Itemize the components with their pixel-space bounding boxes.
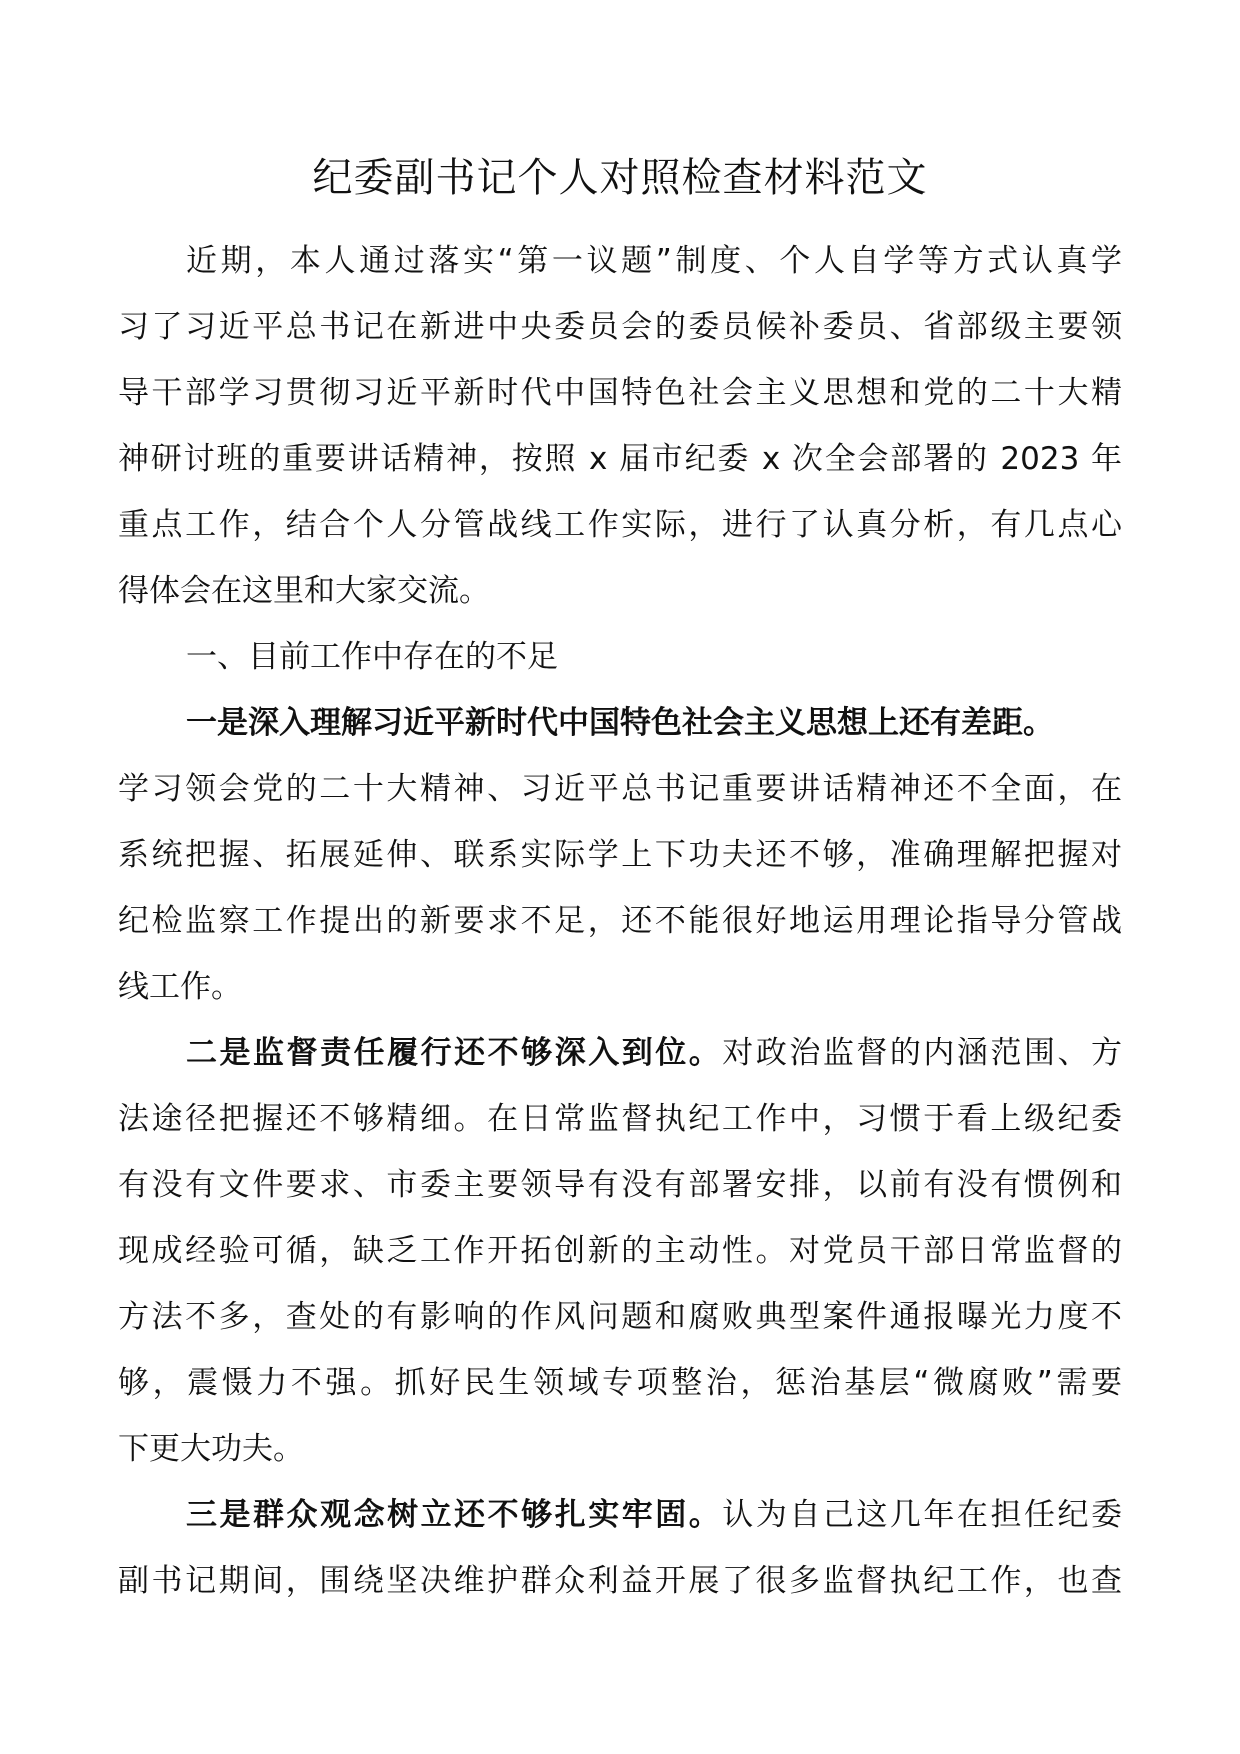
paragraph-line: 副书记期间，围绕坚决维护群众利益开展了很多监督执纪工作，也查 — [118, 1563, 1122, 1599]
paragraph-line: 线工作。 — [118, 969, 242, 1005]
paragraph-line: 神研讨班的重要讲话精神，按照 x 届市纪委 x 次全会部署的 2023 年 — [118, 441, 1122, 477]
paragraph-intro — [118, 228, 1122, 624]
paragraph-first-line-rest: 认为自己这几年在担任纪委 — [722, 1497, 1122, 1533]
paragraph-line: 系统把握、拓展延伸、联系实际学上下功夫还不够，准确理解把握对 — [118, 837, 1122, 873]
paragraph-line: 够，震慑力不强。抓好民生领域专项整治，惩治基层“微腐败”需要 — [118, 1365, 1122, 1401]
paragraph-first-line — [118, 1482, 1122, 1548]
paragraph-line: 纪检监察工作提出的新要求不足，还不能很好地运用理论指导分管战 — [118, 903, 1122, 939]
paragraph-line: 得体会在这里和大家交流。 — [118, 573, 490, 609]
paragraph-line: 学习领会党的二十大精神、习近平总书记重要讲话精神还不全面，在 — [118, 771, 1122, 807]
paragraph-point-one — [118, 690, 1122, 1020]
paragraph-line: 有没有文件要求、市委主要领导有没有部署安排，以前有没有惯例和 — [118, 1167, 1122, 1203]
paragraph-bold-lead: 二是监督责任履行还不够深入到位。 — [186, 1035, 723, 1071]
paragraph-point-two — [118, 1020, 1122, 1482]
paragraph-line: 方法不多，查处的有影响的作风问题和腐败典型案件通报曝光力度不 — [118, 1299, 1122, 1335]
paragraph-line: 重点工作，结合个人分管战线工作实际，进行了认真分析，有几点心 — [118, 507, 1122, 543]
paragraph-line: 近期，本人通过落实“第一议题”制度、个人自学等方式认真学 — [186, 243, 1122, 279]
section-heading: 一、目前工作中存在的不足 — [186, 639, 558, 675]
document-title: 纪委副书记个人对照检查材料范文 — [312, 155, 928, 201]
paragraph-line: 下更大功夫。 — [118, 1431, 304, 1467]
document-body — [118, 228, 1122, 1614]
paragraph-line: 习了习近平总书记在新进中央委员会的委员候补委员、省部级主要领 — [118, 309, 1122, 345]
paragraph-first-line-rest: 对政治监督的内涵范围、方 — [722, 1035, 1122, 1071]
paragraph-first-line — [118, 1020, 1122, 1086]
paragraph-bold-lead: 一是深入理解习近平新时代中国特色社会主义思想上还有差距。 — [186, 705, 1054, 741]
paragraph-line: 导干部学习贯彻习近平新时代中国特色社会主义思想和党的二十大精 — [118, 375, 1122, 411]
paragraph-line: 法途径把握还不够精细。在日常监督执纪工作中，习惯于看上级纪委 — [118, 1101, 1122, 1137]
paragraph-point-three — [118, 1482, 1122, 1614]
paragraph-line: 现成经验可循，缺乏工作开拓创新的主动性。对党员干部日常监督的 — [118, 1233, 1122, 1269]
paragraph-bold-lead: 三是群众观念树立还不够扎实牢固。 — [186, 1497, 723, 1533]
